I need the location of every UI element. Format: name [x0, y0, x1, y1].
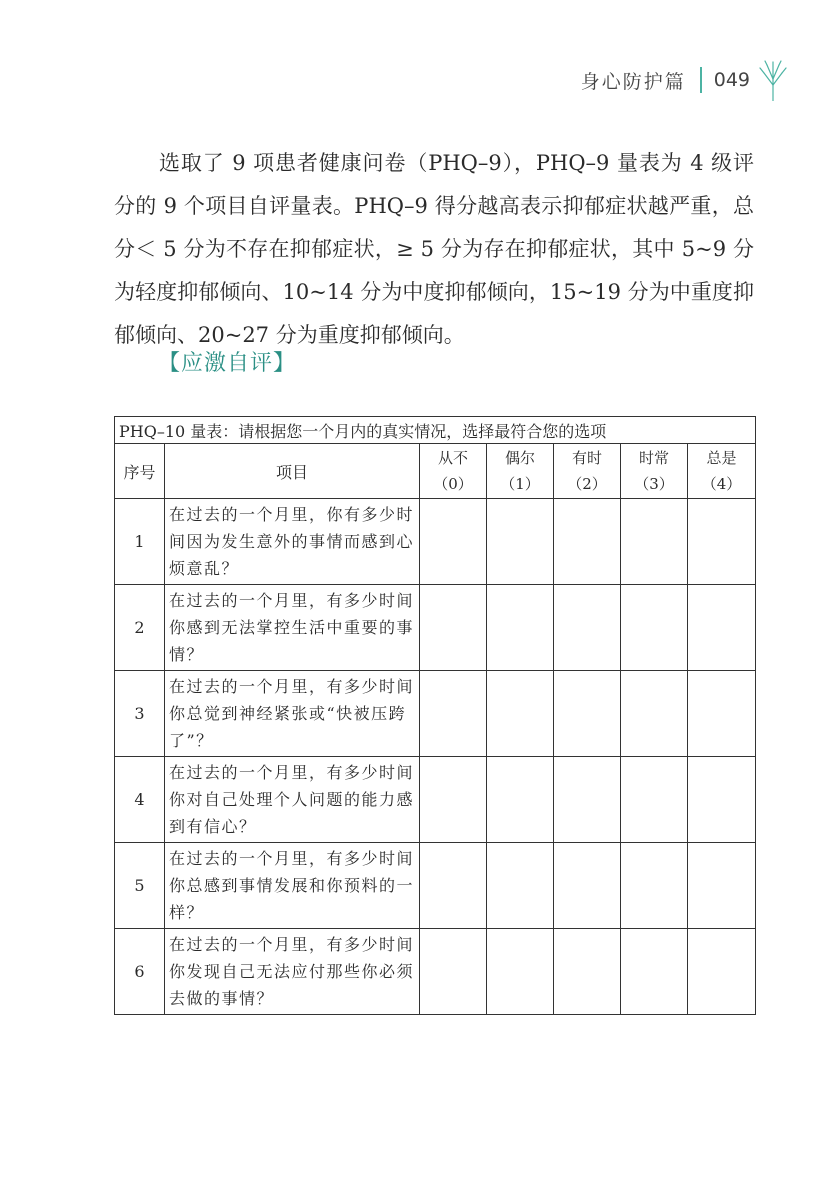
answer-cell[interactable]	[487, 671, 554, 757]
option-score: （3）	[634, 475, 674, 493]
section-title: 身心防护篇	[580, 70, 686, 93]
answer-cell[interactable]	[688, 499, 756, 585]
option-label: 偶尔	[504, 449, 535, 467]
table-header-row	[115, 444, 756, 499]
table-caption-row	[115, 417, 756, 444]
answer-cell[interactable]	[688, 757, 756, 843]
answer-cell[interactable]	[554, 585, 621, 671]
answer-cell[interactable]	[688, 843, 756, 929]
answer-cell[interactable]	[554, 929, 621, 1015]
answer-cell[interactable]	[420, 585, 487, 671]
table-row	[115, 585, 756, 671]
column-header-option	[688, 444, 756, 499]
row-question: 在过去的一个月里，你有多少时间因为发生意外的事情而感到心烦意乱？	[165, 499, 420, 585]
answer-cell[interactable]	[487, 929, 554, 1015]
row-number: 1	[115, 499, 165, 585]
answer-cell[interactable]	[487, 499, 554, 585]
row-number: 4	[115, 757, 165, 843]
answer-cell[interactable]	[487, 585, 554, 671]
paragraph-text: 选取了 9 项患者健康问卷（PHQ–9），PHQ–9 量表为 4 级评分的 9 个项目自评量表。PHQ–9 得分越高表示抑郁症状越严重，总分＜ 5 分为不存在抑郁症状，≥ 5 分为存在抑郁症状，其中 5~9 分为轻度抑郁倾向、10~14 分为中度抑郁倾向，15~19 分为中重度抑郁倾向、20~27 分为重度抑郁倾向。	[114, 151, 754, 347]
option-score: （4）	[701, 475, 742, 493]
column-header-option	[420, 444, 487, 499]
answer-cell[interactable]	[487, 843, 554, 929]
row-question: 在过去的一个月里，有多少时间你总感到事情发展和你预料的一样？	[165, 843, 420, 929]
row-number: 3	[115, 671, 165, 757]
option-label: 时常	[638, 449, 669, 467]
option-label: 从不	[437, 449, 468, 467]
option-label: 总是	[706, 449, 737, 467]
answer-cell[interactable]	[420, 843, 487, 929]
page-number: 049	[713, 69, 750, 91]
column-header-item: 项目	[165, 444, 420, 499]
row-number: 2	[115, 585, 165, 671]
answer-cell[interactable]	[621, 671, 688, 757]
section-subheading: 【应激自评】	[158, 351, 297, 376]
answer-cell[interactable]	[487, 757, 554, 843]
header-divider	[700, 67, 702, 93]
answer-cell[interactable]	[688, 585, 756, 671]
row-question: 在过去的一个月里，有多少时间你发现自己无法应付那些你必须去做的事情？	[165, 929, 420, 1015]
tree-icon	[758, 59, 788, 101]
option-label: 有时	[571, 449, 602, 467]
answer-cell[interactable]	[554, 757, 621, 843]
answer-cell[interactable]	[621, 757, 688, 843]
row-question: 在过去的一个月里，有多少时间你感到无法掌控生活中重要的事情？	[165, 585, 420, 671]
table-row	[115, 843, 756, 929]
answer-cell[interactable]	[554, 671, 621, 757]
column-header-option	[621, 444, 688, 499]
table-row	[115, 929, 756, 1015]
column-header-option	[487, 444, 554, 499]
answer-cell[interactable]	[420, 671, 487, 757]
option-score: （2）	[567, 475, 607, 493]
answer-cell[interactable]	[554, 843, 621, 929]
row-question: 在过去的一个月里，有多少时间你总觉到神经紧张或“快被压跨了”？	[165, 671, 420, 757]
answer-cell[interactable]	[621, 585, 688, 671]
answer-cell[interactable]	[420, 499, 487, 585]
column-header-option	[554, 444, 621, 499]
row-number: 5	[115, 843, 165, 929]
table-caption: PHQ–10 量表：请根据您一个月内的真实情况，选择最符合您的选项	[115, 417, 756, 444]
answer-cell[interactable]	[554, 499, 621, 585]
option-score: （0）	[433, 475, 473, 493]
column-header-number: 序号	[115, 444, 165, 499]
row-number: 6	[115, 929, 165, 1015]
page-header	[581, 58, 788, 102]
option-score: （1）	[500, 475, 540, 493]
answer-cell[interactable]	[420, 757, 487, 843]
body-paragraph	[114, 142, 754, 357]
answer-cell[interactable]	[420, 929, 487, 1015]
table-row	[115, 671, 756, 757]
answer-cell[interactable]	[688, 929, 756, 1015]
table-row	[115, 757, 756, 843]
answer-cell[interactable]	[621, 499, 688, 585]
phq10-table	[114, 416, 756, 1015]
row-question: 在过去的一个月里，有多少时间你对自己处理个人问题的能力感到有信心？	[165, 757, 420, 843]
answer-cell[interactable]	[621, 929, 688, 1015]
table-row	[115, 499, 756, 585]
answer-cell[interactable]	[688, 671, 756, 757]
answer-cell[interactable]	[621, 843, 688, 929]
